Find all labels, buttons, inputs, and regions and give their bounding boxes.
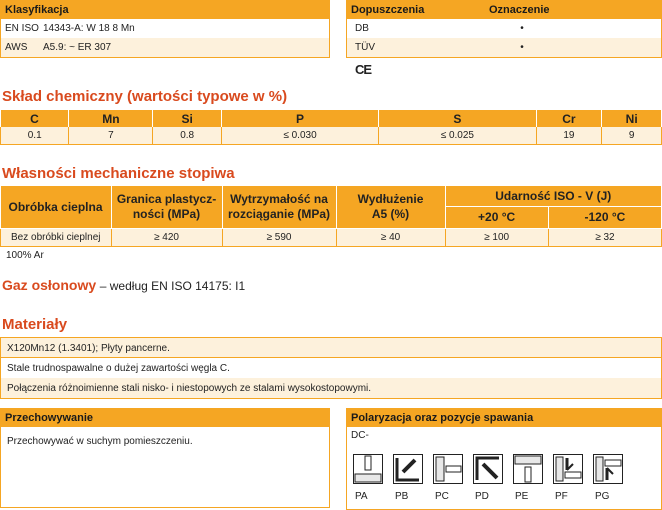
table-cell: 9 bbox=[602, 127, 662, 145]
materials-row: X120Mn12 (1.3401); Płyty pancerne. bbox=[0, 337, 662, 358]
position-pb-icon bbox=[393, 454, 423, 484]
table-cell: ≤ 0.025 bbox=[379, 127, 536, 145]
column-header: Granica plastycz- ności (MPa) bbox=[111, 186, 222, 229]
polarity-box bbox=[346, 408, 662, 510]
position-label: PE bbox=[515, 491, 529, 502]
classification-row bbox=[1, 38, 329, 57]
position-pg-icon bbox=[593, 454, 623, 484]
classification-row bbox=[1, 19, 329, 38]
table-header-row bbox=[1, 110, 662, 127]
column-header: -120 °C bbox=[548, 207, 661, 229]
shielding-gas-title: Gaz osłonowy bbox=[2, 277, 97, 293]
approval-mark: • bbox=[520, 23, 524, 34]
approvals-title: Dopuszczenia bbox=[351, 4, 425, 16]
classification-box bbox=[0, 0, 330, 58]
materials-title: Materiały bbox=[2, 316, 68, 333]
table-cell: 19 bbox=[536, 127, 602, 145]
table-cell: ≤ 0.030 bbox=[221, 127, 378, 145]
column-header: Cr bbox=[536, 110, 602, 127]
column-header: C bbox=[1, 110, 69, 127]
approvals-header bbox=[347, 1, 661, 19]
column-header: S bbox=[379, 110, 536, 127]
column-header: Wytrzymałość na rozciąganie (MPa) bbox=[222, 186, 336, 229]
position-label: PD bbox=[475, 491, 489, 502]
materials-row: Połączenia różnoimienne stali nisko- i niestopowych ze stalami wysokostopowymi. bbox=[0, 378, 662, 399]
column-header: Udarność ISO - V (J) bbox=[445, 186, 662, 207]
approvals-box bbox=[346, 0, 662, 58]
position-pf-icon bbox=[553, 454, 583, 484]
polarity-title: Polaryzacja oraz pozycje spawania bbox=[347, 409, 661, 427]
mechanical-properties-title: Własności mechaniczne stopiwa bbox=[2, 165, 235, 182]
column-header: +20 °C bbox=[445, 207, 548, 229]
position-pe-icon bbox=[513, 454, 543, 484]
approval-row bbox=[347, 38, 661, 57]
storage-text: Przechowywać w suchym pomieszczeniu. bbox=[7, 436, 193, 447]
position-pa-icon bbox=[353, 454, 383, 484]
shielding-gas-line bbox=[2, 277, 245, 293]
column-header: Wydłużenie A5 (%) bbox=[336, 186, 445, 229]
storage-title: Przechowywanie bbox=[1, 409, 329, 427]
position-label: PG bbox=[595, 491, 610, 502]
storage-box bbox=[0, 408, 330, 508]
table-row bbox=[1, 127, 662, 145]
standard-label: AWS bbox=[5, 42, 28, 53]
table-cell: ≥ 100 bbox=[445, 229, 548, 247]
shielding-gas-text: – według EN ISO 14175: I1 bbox=[99, 279, 246, 293]
table-cell: ≥ 32 bbox=[548, 229, 661, 247]
table-cell: ≥ 590 bbox=[222, 229, 336, 247]
approval-name: TÜV bbox=[355, 42, 375, 53]
table-cell: 0.8 bbox=[153, 127, 221, 145]
position-label: PA bbox=[355, 491, 368, 502]
materials-row: Stale trudnospawalne o dużej zawartości węgla C. bbox=[0, 358, 662, 379]
standard-value: 14343-A: W 18 8 Mn bbox=[43, 23, 135, 34]
position-label: PF bbox=[555, 491, 568, 502]
position-label: PC bbox=[435, 491, 449, 502]
column-header: P bbox=[221, 110, 378, 127]
column-header: Si bbox=[153, 110, 221, 127]
table-cell: 0.1 bbox=[1, 127, 69, 145]
chemical-composition-title: Skład chemiczny (wartości typowe w %) bbox=[2, 88, 288, 105]
table-cell: ≥ 420 bbox=[111, 229, 222, 247]
column-header: Obróbka cieplna bbox=[1, 186, 112, 229]
approval-row bbox=[347, 19, 661, 38]
standard-label: EN ISO bbox=[5, 23, 39, 34]
column-header: Mn bbox=[69, 110, 153, 127]
table-cell: Bez obróbki cieplnej bbox=[1, 229, 112, 247]
ce-mark-icon: CE bbox=[355, 62, 372, 77]
classification-title: Klasyfikacja bbox=[1, 1, 329, 19]
standard-value: A5.9: ~ ER 307 bbox=[43, 42, 112, 53]
polarity-value: DC- bbox=[351, 430, 369, 441]
table-cell: 7 bbox=[69, 127, 153, 145]
position-pd-icon bbox=[473, 454, 503, 484]
column-header: Ni bbox=[602, 110, 662, 127]
approval-name: DB bbox=[355, 23, 369, 34]
table-row bbox=[1, 229, 662, 247]
position-pc-icon bbox=[433, 454, 463, 484]
table-cell: ≥ 40 bbox=[336, 229, 445, 247]
mechanical-properties-table bbox=[0, 186, 662, 247]
marking-header: Oznaczenie bbox=[489, 4, 550, 16]
chemical-composition-table bbox=[0, 110, 662, 145]
shielding-note: 100% Ar bbox=[6, 250, 44, 261]
position-label: PB bbox=[395, 491, 409, 502]
table-header-row bbox=[1, 186, 662, 207]
approval-mark: • bbox=[520, 42, 524, 53]
